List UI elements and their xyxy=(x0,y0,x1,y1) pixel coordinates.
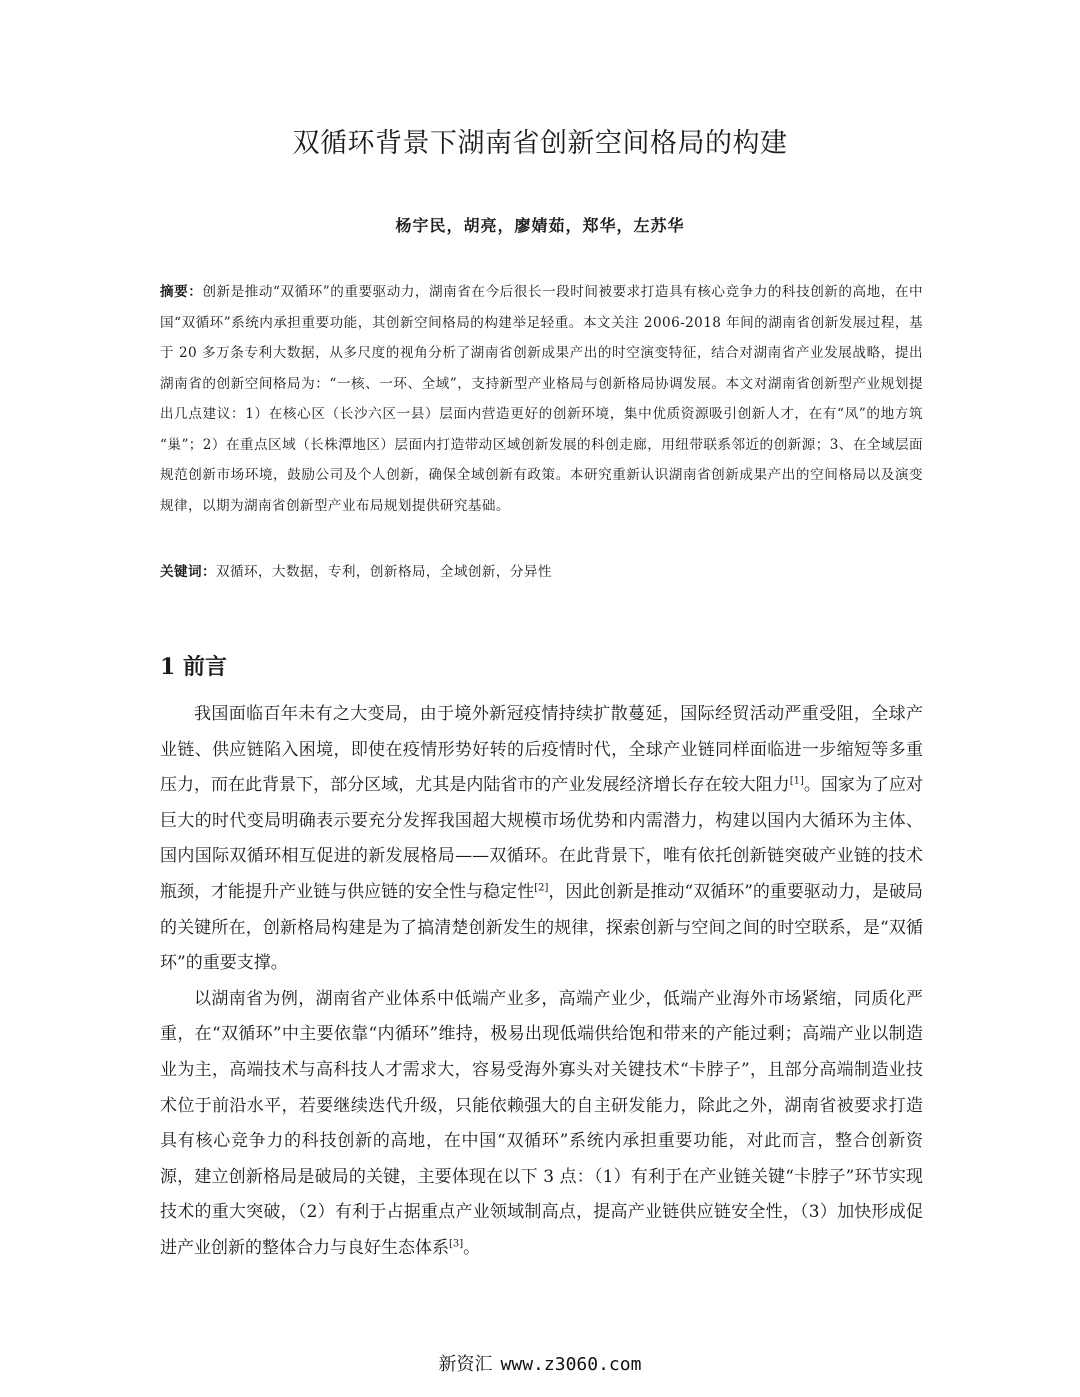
paragraph-text: 。 xyxy=(463,1237,481,1258)
author-list: 杨宇民，胡亮，廖婧茹，郑华，左苏华 xyxy=(395,216,685,235)
citation-ref: [2] xyxy=(534,882,549,894)
footer-watermark xyxy=(0,1350,1080,1380)
citation-ref: [3] xyxy=(449,1238,464,1250)
abstract xyxy=(160,277,923,521)
paragraph-text: 我国面临百年未有之大变局，由于境外新冠疫情持续扩散蔓延，国际经贸活动严重受阻，全球产业链、供应链陷入困境，即使在疫情形势好转的后疫情时代，全球产业链同样面临进一步缩短等多重压力，而在此背景下，部分区域，尤其是内陆省市的产业发展经济增长存在较大阻力 xyxy=(160,704,923,796)
paragraph xyxy=(160,697,923,982)
footer-site-url[interactable]: www.z3060.com xyxy=(500,1354,642,1375)
section-heading: 1 前言 xyxy=(160,654,227,680)
paragraph xyxy=(160,982,923,1267)
body-text xyxy=(160,697,923,1267)
paragraph-text: 。国家为了应对巨大的时代变局明确表示要充分发挥我国超大规模市场优势和内需潜力，构建以国内大循环为主体、国内国际双循环相互促进的新发展格局——双循环。在此背景下，唯有依托创新链突破产业链的技术瓶颈，才能提升产业链与供应链的安全性与稳定性 xyxy=(160,775,924,902)
paragraph-text: 以湖南省为例，湖南省产业体系中低端产业多，高端产业少，低端产业海外市场紧缩，同质化严重，在“双循环”中主要依靠“内循环”维持，极易出现低端供给饱和带来的产能过剩；高端产业以制造业为主，高端技术与高科技人才需求大，容易受海外寡头对关键技术“卡脖子”，且部分高端制造业技术位于前沿水平，若要继续迭代升级，只能依赖强大的自主研发能力，除此之外，湖南省被要求打造具有核心竞争力的科技创新的高地，在中国“双循环”系统内承担重要功能，对此而言，整合创新资源，建立创新格局是破局的关键，主要体现在以下 3 点：（1）有利于在产业链关键“卡脖子”环节实现技术的重大突破，（2）有利于占据重点产业领域制高点，提高产业链供应链安全性，（3）加快形成促进产业创新的整体合力与良好生态体系 xyxy=(160,988,923,1258)
abstract-text: 创新是推动“双循环”的重要驱动力，湖南省在今后很长一段时间被要求打造具有核心竞争力的科技创新的高地，在中国“双循环”系统内承担重要功能，其创新空间格局的构建举足轻重。本文关注 2006-2018 年间的湖南省创新发展过程，基于 20 多万条专利大数据，从多尺度的视角分析了湖南省创新成果产出的时空演变特征，结合对湖南省产业发展战略，提出湖南省的创新空间格局为：“一核、一环、全域”，支持新型产业格局与创新格局协调发展。本文对湖南省创新型产业规划提出几点建议：1）在核心区（长沙六区一县）层面内营造更好的创新环境，集中优质资源吸引创新人才，在有“凤”的地方筑 “巢”；2）在重点区域（长株潭地区）层面内打造带动区域创新发展的科创走廊，用纽带联系邻近的创新源；3、在全域层面规范创新市场环境，鼓励公司及个人创新，确保全域创新有政策。本研究重新认识湖南省创新成果产出的空间格局以及演变规律，以期为湖南省创新型产业布局规划提供研究基础。 xyxy=(160,284,923,514)
abstract-label: 摘要： xyxy=(160,284,203,300)
paragraph-text: ，因此创新是推动“双循环”的重要驱动力，是破局的关键所在，创新格局构建是为了搞清楚创新发生的规律，探索创新与空间之间的时空联系，是“双循环”的重要支撑。 xyxy=(160,881,923,974)
footer-site-name: 新资汇 xyxy=(438,1354,493,1375)
keywords-label: 关键词： xyxy=(160,564,216,580)
keywords-text: 双循环，大数据，专利，创新格局，全域创新，分异性 xyxy=(215,564,552,580)
keywords xyxy=(160,557,923,587)
citation-ref: [1] xyxy=(789,775,804,787)
paper-title: 双循环背景下湖南省创新空间格局的构建 xyxy=(292,128,788,159)
